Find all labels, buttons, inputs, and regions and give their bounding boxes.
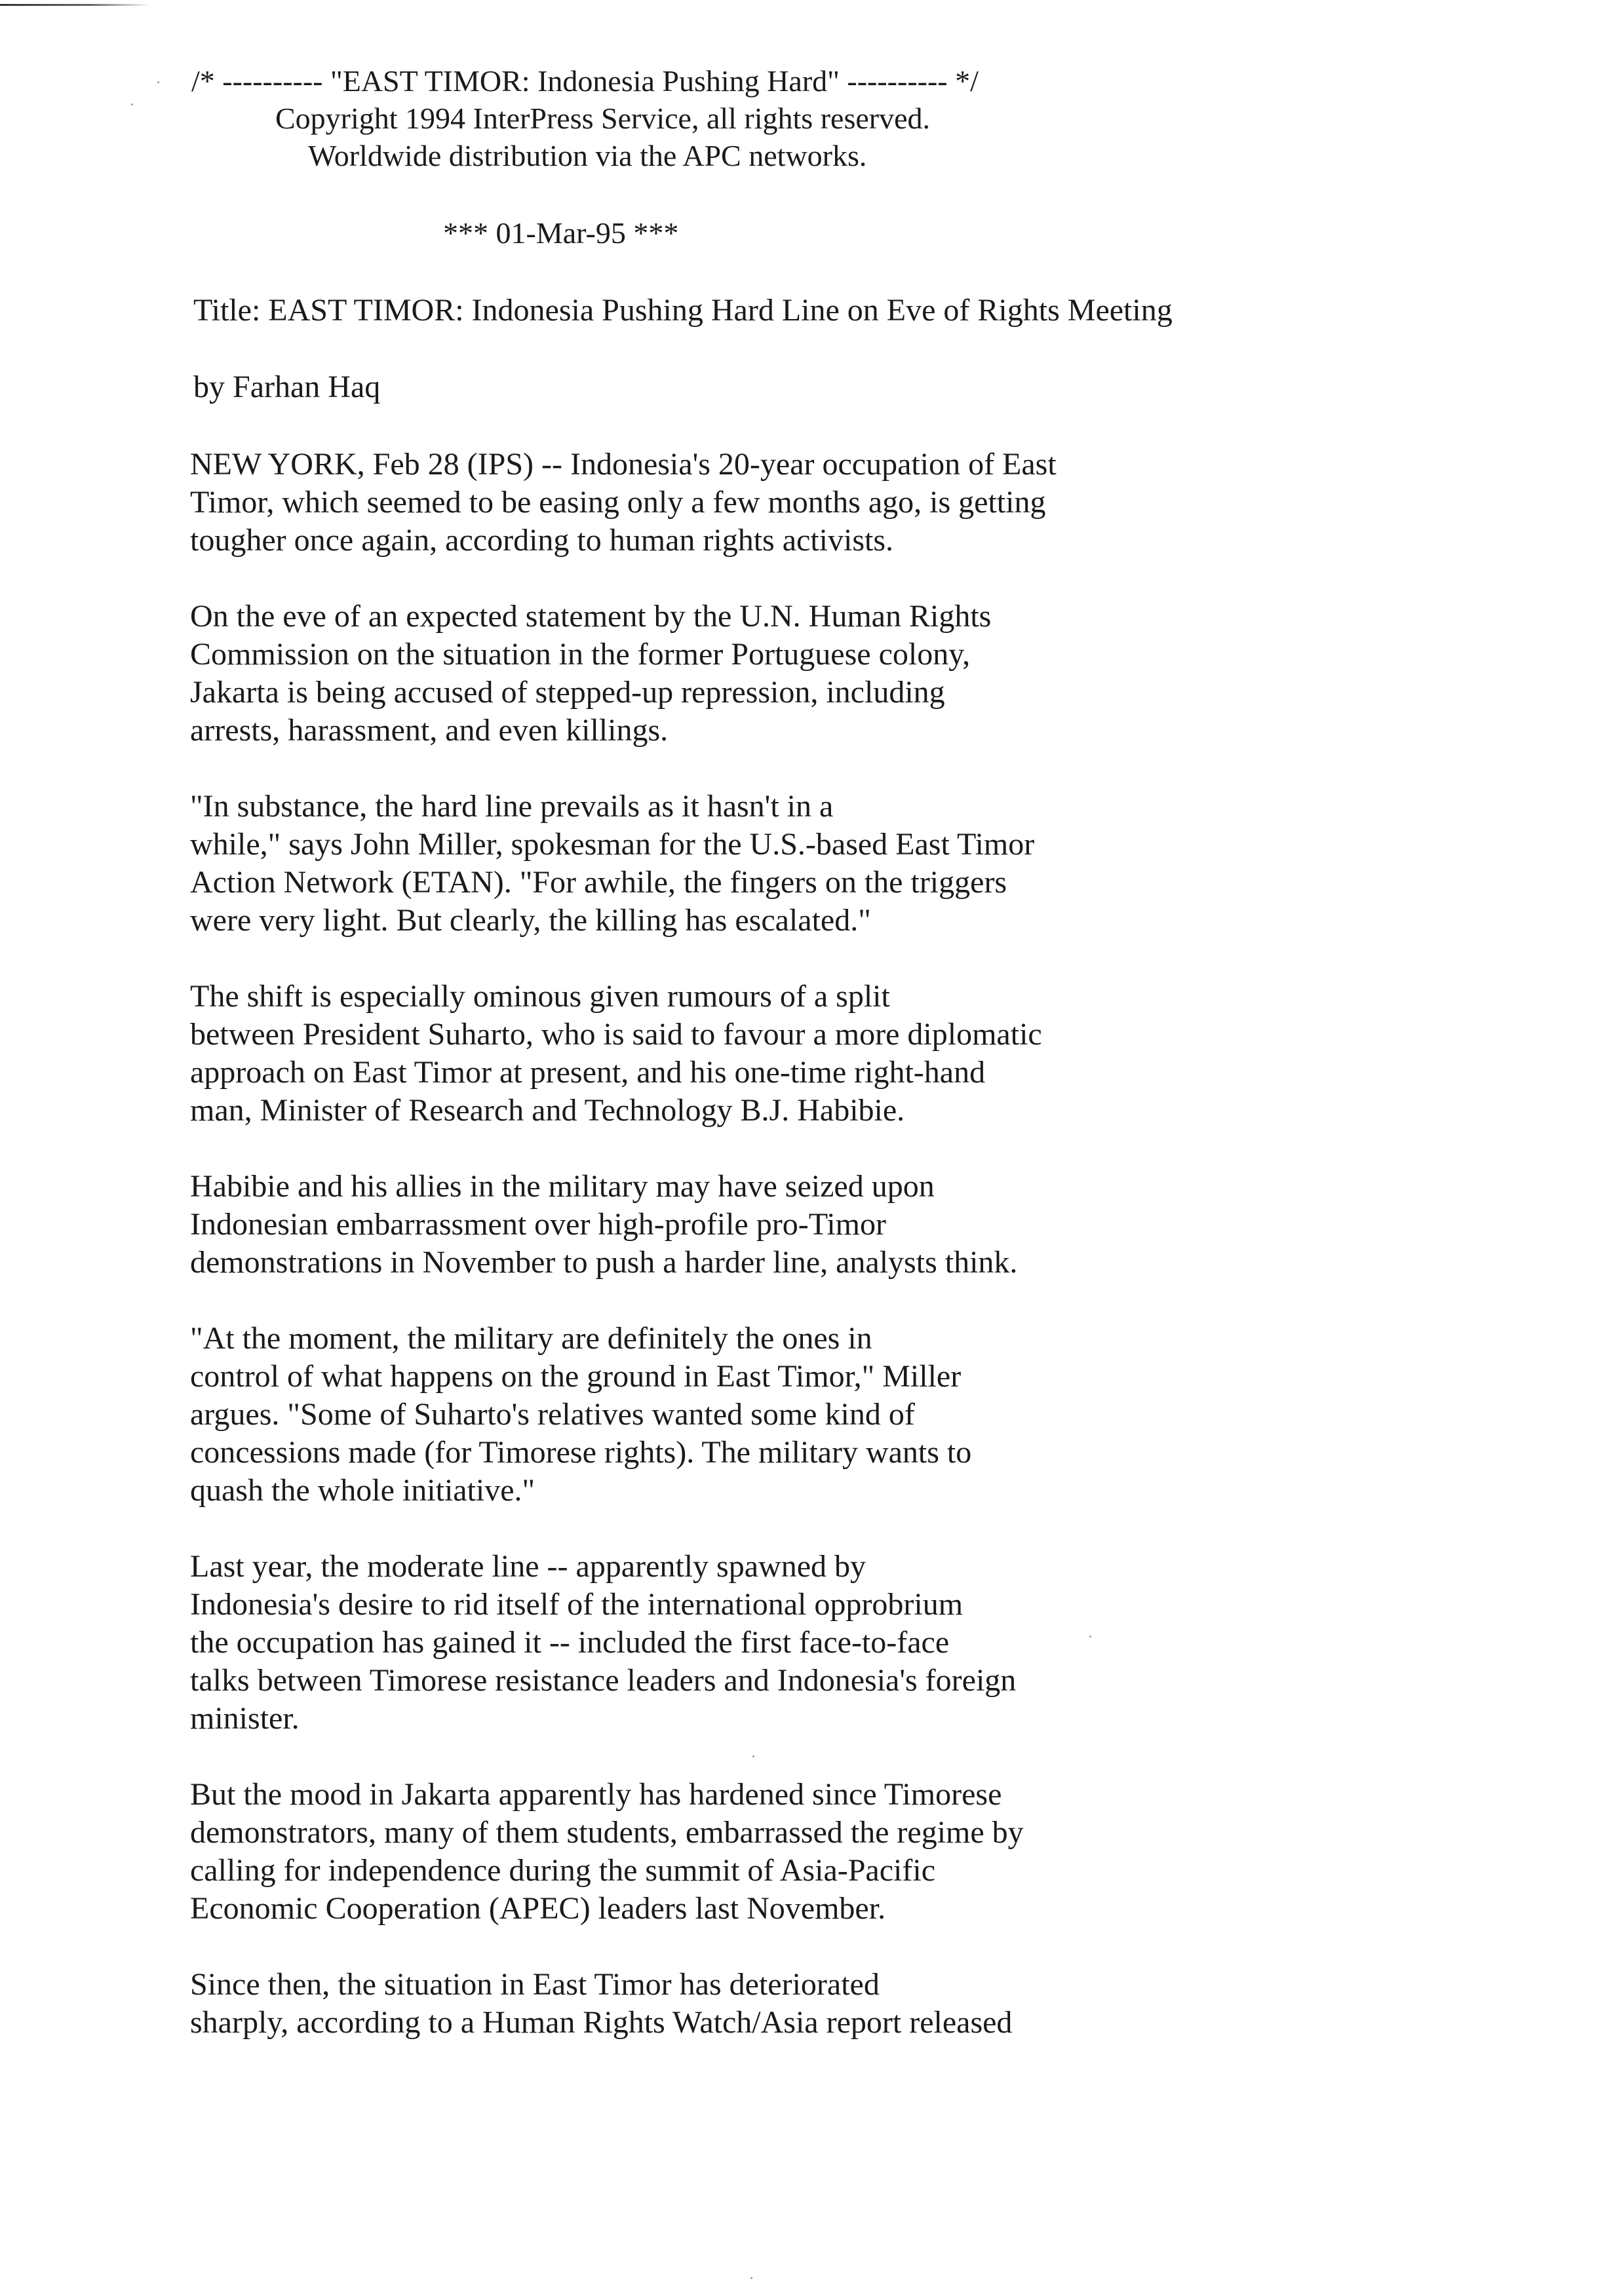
paragraph-line: Indonesia's desire to rid itself of the international opprobrium [190,1587,963,1622]
paragraph-line: tougher once again, according to human rights activists. [190,523,894,558]
paragraph-line: Indonesian embarrassment over high-profile pro-Timor [190,1207,886,1242]
paragraph-line: were very light. But clearly, the killing has escalated." [190,903,871,938]
article-paragraph [190,1966,1501,2042]
article-paragraph [190,598,1501,750]
paragraph-line: between President Suharto, who is said to favour a more diplomatic [190,1017,1042,1052]
scan-speck [750,2277,752,2279]
paragraph-line: while," says John Miller, spokesman for the U.S.-based East Timor [190,827,1035,862]
paragraph-line: the occupation has gained it -- included the first face-to-face [190,1625,950,1660]
article-paragraph [190,446,1501,560]
article-title: Title: EAST TIMOR: Indonesia Pushing Hard Line on Eve of Rights Meeting [193,293,1173,328]
scan-speck [752,1755,754,1757]
paragraph-line: Timor, which seemed to be easing only a few months ago, is getting [190,485,1046,520]
paragraph-line: concessions made (for Timorese rights). The military wants to [190,1435,972,1470]
article-body [190,446,1501,2080]
paragraph-line: Jakarta is being accused of stepped-up repression, including [190,675,945,710]
paragraph-line: demonstrators, many of them students, embarrassed the regime by [190,1815,1024,1850]
paragraph-line: "In substance, the hard line prevails as it hasn't in a [190,789,834,824]
article-byline: by Farhan Haq [193,370,381,404]
paragraph-line: NEW YORK, Feb 28 (IPS) -- Indonesia's 20-year occupation of East [190,447,1057,482]
paragraph-line: man, Minister of Research and Technology B.J. Habibie. [190,1093,905,1128]
paragraph-line: Economic Cooperation (APEC) leaders last November. [190,1891,886,1926]
paragraph-line: Commission on the situation in the former Portuguese colony, [190,637,971,672]
paragraph-line: calling for independence during the summit of Asia-Pacific [190,1853,935,1888]
header-copyright-line: Copyright 1994 InterPress Service, all rights reserved. [275,102,930,135]
paragraph-line: Last year, the moderate line -- apparently spawned by [190,1549,866,1584]
paragraph-line: quash the whole initiative." [190,1473,535,1508]
paragraph-line: demonstrations in November to push a harder line, analysts think. [190,1245,1018,1280]
scan-speck [131,104,133,105]
paragraph-line: argues. "Some of Suharto's relatives wanted some kind of [190,1397,915,1432]
header-title-line: /* ---------- "EAST TIMOR: Indonesia Pushing Hard" ---------- */ [191,64,979,98]
paragraph-line: arrests, harassment, and even killings. [190,713,669,748]
paragraph-line: Action Network (ETAN). "For awhile, the fingers on the triggers [190,865,1007,900]
article-paragraph [190,1548,1501,1738]
paragraph-line: control of what happens on the ground in East Timor," Miller [190,1359,962,1394]
scan-edge-mark [0,4,151,6]
scan-speck [157,81,159,83]
document-date: *** 01-Mar-95 *** [443,216,679,250]
article-paragraph [190,1320,1501,1510]
paragraph-line: But the mood in Jakarta apparently has hardened since Timorese [190,1777,1002,1812]
paragraph-line: "At the moment, the military are definitely the ones in [190,1321,872,1356]
paragraph-line: On the eve of an expected statement by the U.N. Human Rights [190,599,992,634]
article-paragraph [190,978,1501,1130]
article-paragraph [190,1168,1501,1282]
paragraph-line: Since then, the situation in East Timor has deteriorated [190,1967,880,2002]
paragraph-line: talks between Timorese resistance leaders and Indonesia's foreign [190,1663,1017,1698]
scan-speck [1089,1636,1091,1637]
paragraph-line: minister. [190,1701,300,1736]
article-paragraph [190,788,1501,940]
article-paragraph [190,1776,1501,1928]
paragraph-line: sharply, according to a Human Rights Watch/Asia report released [190,2005,1013,2040]
paragraph-line: The shift is especially ominous given rumours of a split [190,979,890,1014]
header-distribution-line: Worldwide distribution via the APC networks. [308,139,867,172]
paragraph-line: Habibie and his allies in the military may have seized upon [190,1169,935,1204]
paragraph-line: approach on East Timor at present, and his one-time right-hand [190,1055,986,1090]
